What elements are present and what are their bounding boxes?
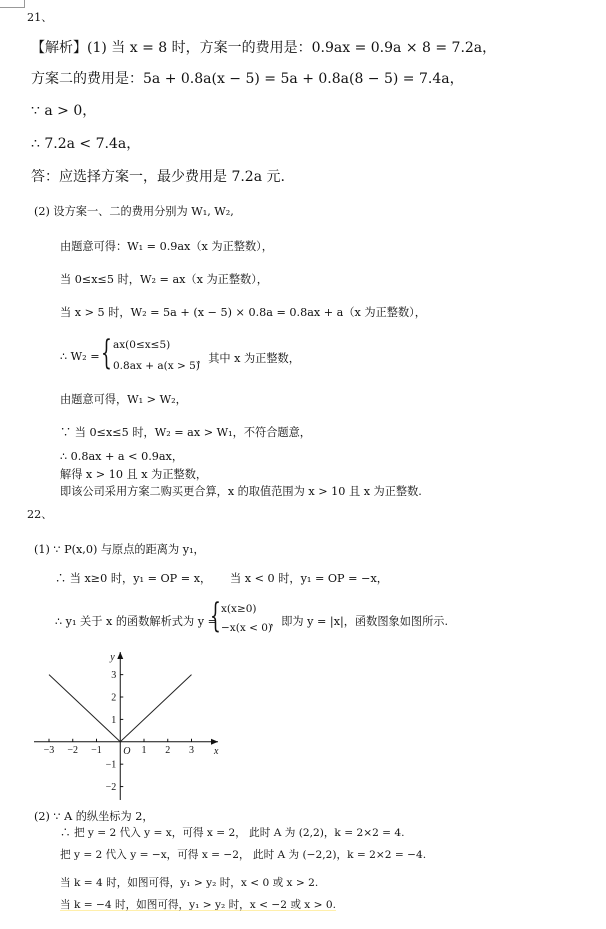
x-tick-label: 2 (165, 744, 171, 756)
y1-case-2: −x(x < 0) (221, 622, 272, 634)
y1-function-suffix: ，即为 y = |x|，函数图象如图所示. (270, 615, 449, 628)
q21-part2-line-7: ∴ 0.8ax + a < 0.9ax， (60, 450, 184, 463)
x-tick-label: −1 (91, 744, 102, 756)
page-corner-mark (0, 0, 25, 8)
y-tick-label: 3 (111, 670, 117, 682)
x-axis-arrow-icon (211, 739, 218, 745)
left-brace-icon: { (210, 596, 221, 636)
w2-label: ∴ W₂ = (60, 350, 100, 363)
y-tick-label: −1 (105, 759, 117, 771)
x-tick-label: 1 (141, 744, 147, 756)
y-axis-arrow-icon (117, 652, 123, 659)
q21-part2-line-1: 由题意可得：W₁ = 0.9ax（x 为正整数）， (60, 240, 273, 253)
x-tick-label: 3 (189, 744, 194, 756)
q22-part2-line-2: 把 y = 2 代入 y = −x，可得 x = −2， 此时 A 为 (−2,2)，k = 2×2 = −4. (60, 849, 427, 861)
y-axis-label: y (110, 652, 115, 663)
x-tick-label: −3 (43, 744, 55, 756)
q21-solution-line-3: ∵ a > 0， (31, 103, 97, 119)
question-21-number: 21、 (27, 11, 53, 24)
y-tick-label: 1 (111, 714, 117, 726)
q21-part2-line-8: 解得 x > 10 且 x 为正整数， (60, 468, 208, 481)
y1-function-prefix: ∴ y₁ 关于 x 的函数解析式为 y = (55, 615, 217, 628)
absolute-value-graph (30, 650, 220, 800)
graph-series-line-2 (120, 675, 191, 742)
y-tick-label: −2 (105, 782, 117, 794)
w2-case-1: ax(0≤x≤5) (113, 339, 171, 351)
w2-condition: ，其中 x 为正整数， (197, 352, 300, 365)
q22-part2-line-4: 当 k = −4 时，如图可得，y₁ > y₂ 时，x < −2 或 x > 0. (60, 899, 336, 911)
w2-case-2: 0.8ax + a(x > 5) (113, 360, 200, 372)
graph-series-line-1 (49, 675, 120, 742)
q21-solution-line-4: ∴ 7.2a < 7.4a， (31, 136, 141, 152)
q22-part2-heading: (2) ∵ A 的纵坐标为 2， (34, 810, 154, 823)
q22-part1-line-1: (1) ∵ P(x,0) 与原点的距离为 y₁， (34, 543, 205, 556)
q21-answer-line: 答：应选择方案一，最少费用是 7.2a 元. (31, 169, 285, 185)
left-brace-icon: { (101, 333, 112, 373)
q21-solution-line-1: 【解析】(1) 当 x = 8 时，方案一的费用是：0.9ax = 0.9a × 8 = 7.2a， (31, 40, 497, 56)
q21-part2-line-2: 当 0≤x≤5 时，W₂ = ax（x 为正整数）， (60, 273, 268, 286)
q22-part1-line-2b: 当 x < 0 时，y₁ = OP = −x， (230, 572, 388, 585)
y1-case-1: x(x≥0) (221, 603, 257, 615)
q21-part2-line-9: 即该公司采用方案二购买更合算，x 的取值范围为 x > 10 且 x 为正整数. (60, 485, 422, 498)
q21-part2-line-3: 当 x > 5 时，W₂ = 5a + (x − 5) × 0.8a = 0.8ax + a（x 为正整数）， (60, 306, 426, 319)
q21-part2-line-6: ∵ 当 0≤x≤5 时，W₂ = ax > W₁，不符合题意， (60, 426, 311, 439)
q22-part2-line-3: 当 k = 4 时，如图可得，y₁ > y₂ 时，x < 0 或 x > 2. (60, 877, 319, 889)
origin-label: O (123, 745, 131, 757)
q21-solution-line-2: 方案二的费用是：5a + 0.8a(x − 5) = 5a + 0.8a(8 − 5) = 7.4a， (31, 71, 464, 87)
question-22-number: 22、 (27, 508, 53, 521)
x-axis-label: x (214, 745, 219, 757)
q21-part2-heading: (2) 设方案一、二的费用分别为 W₁, W₂, (34, 205, 234, 218)
x-tick-label: −2 (67, 744, 79, 756)
q21-part2-line-5: 由题意可得，W₁ > W₂， (60, 393, 187, 406)
y-tick-label: 2 (111, 692, 117, 704)
q22-part2-line-1: ∴ 把 y = 2 代入 y = x，可得 x = 2， 此时 A 为 (2,2)，k = 2×2 = 4. (60, 827, 405, 839)
q22-part1-line-2a: ∴ 当 x≥0 时，y₁ = OP = x， (55, 572, 212, 585)
